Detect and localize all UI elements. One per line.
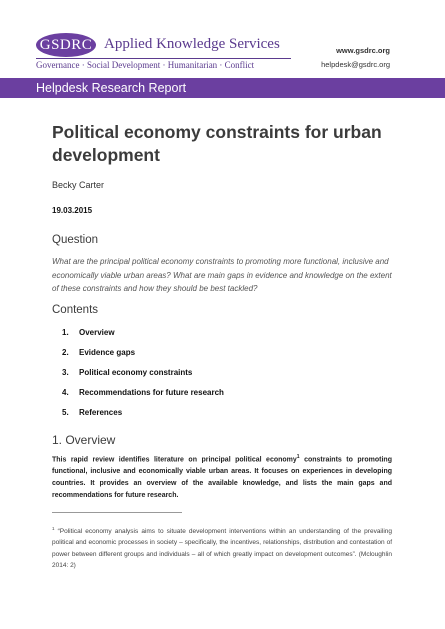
question-heading: Question [52,234,99,246]
contents-heading: Contents [52,304,99,316]
toc-item-constraints[interactable] [62,362,362,382]
toc-label: Evidence gaps [79,347,136,357]
toc-item-overview[interactable] [62,322,362,342]
footnote-mark: 1 [52,526,55,531]
toc-label: Political economy constraints [79,367,193,377]
footnote-text: “Political economy analysis aims to situate development interventions within an understanding of the prevailing political and economic processes in society – specifically, the incentives, relationships, distribution and contestation of power between different groups and individuals – all of which greatly impact on development outcomes”. (Mcloughlin 2014: 2) [52,528,392,570]
question-text: What are the principal political economy constraints to promoting more functional, inclusive and economically viable urban areas? What are main gaps in evidence and knowledge on the extent of these constraints and how they should be best tackled? [52,257,392,293]
toc-item-evidence-gaps[interactable] [62,342,362,362]
toc-item-recommendations[interactable] [62,382,362,402]
toc-item-references[interactable] [62,402,362,422]
footnote-reference[interactable]: 1 [296,454,300,460]
overview-paragraph [52,451,392,502]
author-name: Becky Carter [52,180,105,190]
toc-number: 5. [62,407,69,417]
email-link[interactable]: helpdesk@gsdrc.org [321,60,390,69]
toc-number: 3. [62,367,69,377]
overview-heading: 1. Overview [52,433,116,447]
toc-label: Recommendations for future research [79,387,224,397]
table-of-contents [62,322,362,422]
brand-subtitle: Governance · Social Development · Humanitarian · Conflict [36,60,255,70]
toc-number: 4. [62,387,69,397]
publication-date: 19.03.2015 [52,206,93,215]
toc-number: 1. [62,327,69,337]
toc-number: 2. [62,347,69,357]
gsdrc-logo: GSDRC [36,33,96,57]
footnote [52,523,392,571]
footnote-divider [52,512,182,513]
overview-text-end: constraints to promoting functional, inclusive and economically viable urban areas. It focuses on experiences in developing countries. It provides an overview of the available knowledge, and lists the main gaps and recommendations for future research. [52,456,392,500]
brand-divider [36,58,291,59]
overview-text-start: This rapid review identifies literature on principal political economy [52,456,297,464]
brand-title: Applied Knowledge Services [104,36,280,52]
document-title: Political economy constraints for urban development [52,122,382,165]
toc-label: References [79,407,123,417]
website-link[interactable]: www.gsdrc.org [336,46,390,55]
banner-label: Helpdesk Research Report [36,81,187,95]
toc-label: Overview [79,327,115,337]
